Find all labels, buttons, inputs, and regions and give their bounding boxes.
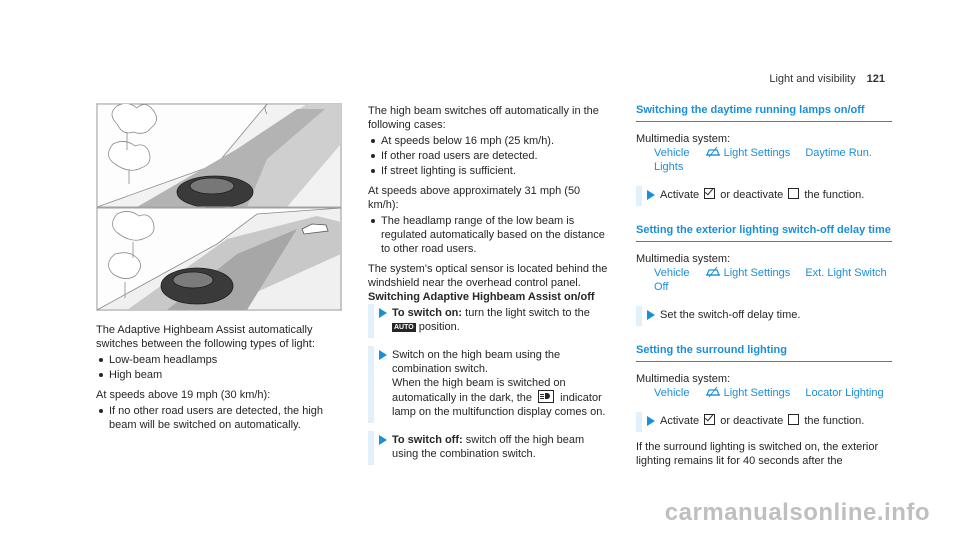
multimedia-label: Multimedia system: xyxy=(636,373,731,385)
list-item: The headlamp range of the low beam is regulated automatically based on the distance to other road users. xyxy=(368,214,608,256)
step-surround xyxy=(636,412,892,432)
step-arrow-icon xyxy=(379,435,387,445)
section-heading-surround: Setting the surround lighting xyxy=(636,344,892,362)
column-right xyxy=(636,104,892,468)
car-light-icon xyxy=(705,146,721,159)
light-types-list xyxy=(96,353,348,382)
high-beam-indicator-icon xyxy=(538,390,554,403)
step-label: To switch on: xyxy=(392,307,463,319)
step-delay xyxy=(636,306,892,326)
checkbox-empty-icon xyxy=(788,188,799,199)
list-item: High beam xyxy=(96,368,348,382)
checkbox-empty-icon xyxy=(788,414,799,425)
list-item: If other road users are detected. xyxy=(368,149,608,163)
checkbox-checked-icon xyxy=(704,188,715,199)
column-left xyxy=(96,323,348,438)
step-arrow-icon xyxy=(379,308,387,318)
page-header xyxy=(769,73,885,85)
page-number: 121 xyxy=(866,73,885,85)
menu-path xyxy=(636,146,892,174)
menu-path xyxy=(636,386,892,400)
menu-target: Ext. Light Switch Off xyxy=(654,267,887,293)
step-text: or deactivate xyxy=(720,415,784,427)
menu-target: Locator Lighting xyxy=(805,387,884,399)
list-item: At speeds below 16 mph (25 km/h). xyxy=(368,134,608,148)
section-heading-drl: Switching the daytime running lamps on/off xyxy=(636,104,892,122)
step-text: Switch on the high beam using the combination switch. xyxy=(392,349,561,375)
menu-vehicle: Vehicle xyxy=(654,147,690,159)
surround-note: If the surround lighting is switched on, the exterior lighting remains lit for 40 seconds after the xyxy=(636,441,879,467)
speed-list xyxy=(96,404,348,432)
step-text: indicator lamp on the multifunction display comes on. xyxy=(392,392,606,418)
checkbox-checked-icon xyxy=(704,414,715,425)
section-heading-switch-off-delay: Setting the exterior lighting switch-off delay time xyxy=(636,224,892,242)
step-switch-off xyxy=(368,431,608,465)
multimedia-label: Multimedia system: xyxy=(636,253,731,265)
step-text: Activate xyxy=(660,415,700,427)
menu-light-settings: Light Settings xyxy=(723,387,791,399)
intro-paragraph: The Adaptive Highbeam Assist automatically switches between the following types of light: xyxy=(96,324,315,350)
menu-light-settings: Light Settings xyxy=(723,267,791,279)
step-text: the function. xyxy=(804,189,865,201)
menu-vehicle: Vehicle xyxy=(654,387,690,399)
watermark: carmanualsonline.info xyxy=(664,499,930,526)
menu-light-settings: Light Settings xyxy=(723,147,791,159)
range-list xyxy=(368,214,608,256)
step-text: position. xyxy=(418,321,460,333)
off-intro: The high beam switches off automatically in the following cases: xyxy=(368,105,599,131)
car-light-icon xyxy=(705,266,721,279)
subheading: Switching Adaptive Highbeam Assist on/off xyxy=(368,291,595,303)
step-drl xyxy=(636,186,892,206)
menu-path xyxy=(636,266,892,294)
step-text: or deactivate xyxy=(720,189,784,201)
list-item: If no other road users are detected, the high beam will be switched on automatically. xyxy=(96,404,348,432)
step-switch-on xyxy=(368,304,608,338)
speed-paragraph: At speeds above 19 mph (30 km/h): xyxy=(96,389,271,401)
step-arrow-icon xyxy=(647,416,655,426)
list-item: Low-beam headlamps xyxy=(96,353,348,367)
step-label: To switch off: xyxy=(392,434,463,446)
step-text: Set the switch-off delay time. xyxy=(660,309,801,321)
list-item: If street lighting is sufficient. xyxy=(368,164,608,178)
step-arrow-icon xyxy=(647,310,655,320)
off-cases-list xyxy=(368,134,608,178)
step-text: turn the light switch to the xyxy=(465,307,590,319)
step-arrow-icon xyxy=(647,190,655,200)
car-light-icon xyxy=(705,386,721,399)
step-high-beam xyxy=(368,346,608,423)
step-text: switch off the high beam using the combination switch. xyxy=(392,434,585,460)
section-title: Light and visibility xyxy=(769,73,856,85)
illustration-drawing xyxy=(97,104,341,310)
range-paragraph: At speeds above approximately 31 mph (50 km/h): xyxy=(368,185,581,211)
step-text: the function. xyxy=(804,415,865,427)
menu-target: Daytime Run. Lights xyxy=(654,147,872,173)
highbeam-illustration xyxy=(96,103,342,311)
auto-chip-icon: AUTO xyxy=(394,324,414,331)
menu-vehicle: Vehicle xyxy=(654,267,690,279)
step-text: When the high beam is switched on automatically in the dark, the xyxy=(392,377,566,404)
multimedia-label: Multimedia system: xyxy=(636,133,731,145)
sensor-paragraph: The system's optical sensor is located behind the windshield near the overhead control panel. xyxy=(368,263,608,289)
column-middle xyxy=(368,104,608,473)
step-text: Activate xyxy=(660,189,700,201)
step-arrow-icon xyxy=(379,350,387,360)
